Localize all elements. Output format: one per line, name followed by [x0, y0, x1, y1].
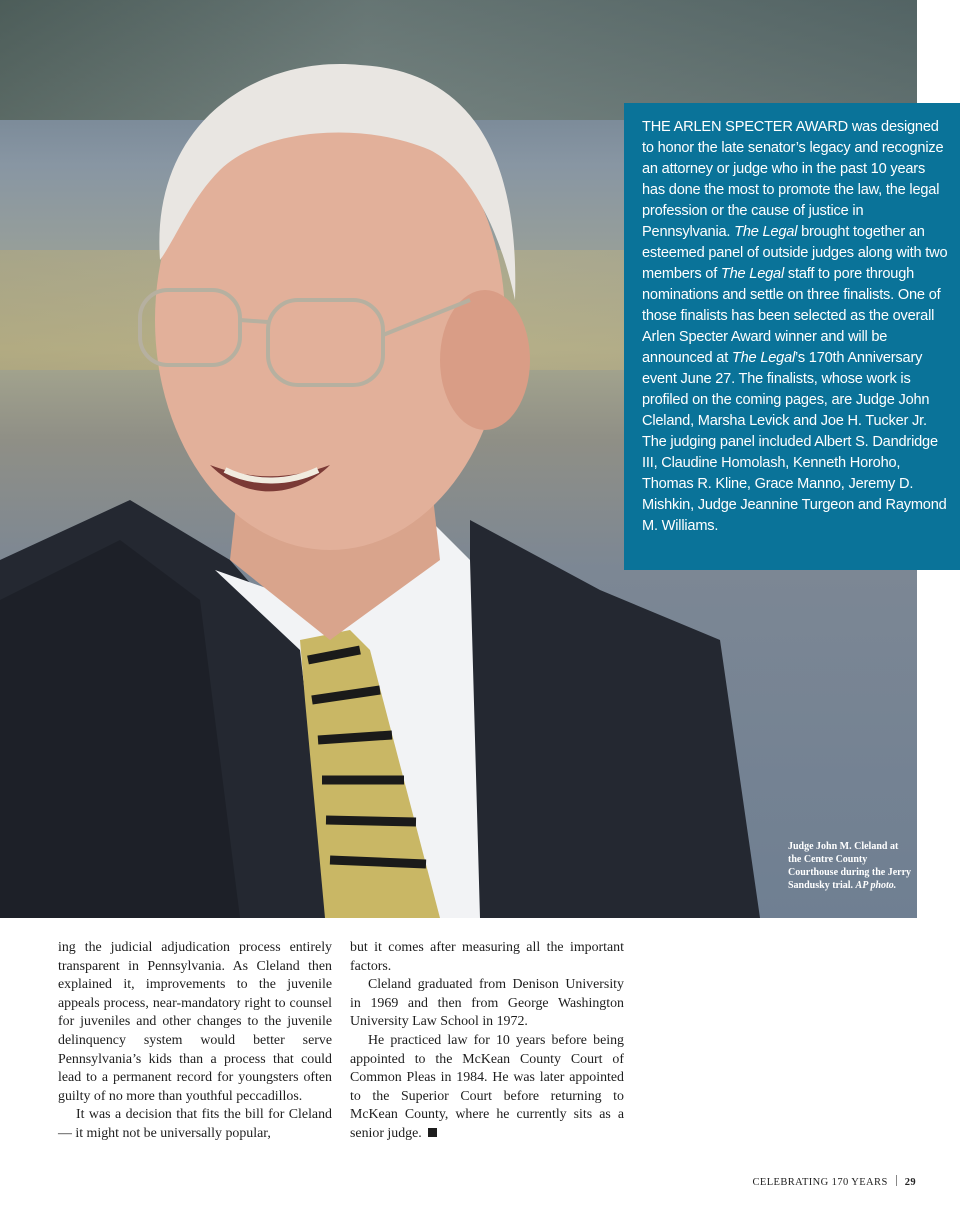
article-column-right	[350, 939, 624, 1144]
award-info-box	[624, 103, 960, 570]
award-text-segment: staff to pore through nominations and settle on three finalists. One of those finalists has been selected as the overall Arlen Specter Award winner and will be announced at	[642, 266, 941, 366]
award-description	[642, 117, 948, 537]
end-of-article-mark	[428, 1128, 437, 1137]
paragraph: ing the judicial adjudication process entirely transparent in Pennsylvania. As Cleland then explained it, improvements to the juvenile appeals process, near-mandatory right to counsel for juveniles and other changes to the juvenile delinquency system would better serve Pennsylvania’s kids than a process that could lead to a permanent record for youngsters often guilty of no more than youthful peccadillos.	[58, 940, 332, 1104]
page-number: 29	[904, 1177, 916, 1188]
paragraph	[350, 1032, 624, 1144]
award-text-segment: brought together an esteemed panel of outside judges along with two members of	[642, 224, 948, 282]
award-text-segment: THE ARLEN SPECTER AWARD was designed to honor the late senator’s legacy and recognize an attorney or judge who in the past 10 years has done the most to promote the law, the legal profession or the cause of justice in Pennsylvania.	[642, 119, 944, 240]
caption-text: Judge John M. Cleland at the Centre County Courthouse during the Jerry Sandusky trial.	[788, 841, 912, 891]
publication-name: The Legal	[720, 266, 785, 282]
paragraph: but it comes after measuring all the important factors.	[350, 940, 624, 974]
footer-divider	[896, 1175, 897, 1186]
paragraph: Cleland graduated from Denison University in 1969 and then from George Washington University Law School in 1972.	[350, 977, 624, 1030]
paragraph-text: He practiced law for 10 years before being appointed to the McKean County Court of Common Pleas in 1984. He was later appointed to the Superior Court before returning to McKean County, where he currently sits as a senior judge.	[350, 1032, 624, 1141]
publication-name: The Legal	[734, 224, 798, 240]
publication-name: The Legal	[731, 350, 796, 366]
award-text-segment: ’s 170th Anniversary event June 27. The finalists, whose work is profiled on the coming pages, are Judge John Cleland, Marsha Levick and Joe H. Tucker Jr. The judging panel included Albert S. Dandridge III, Claudine Homolash, Kenneth Horoho, Thomas R. Kline, Grace Manno, Jeremy D. Mishkin, Judge Jeannine Turgeon and Raymond M. Williams.	[642, 350, 947, 534]
footer-label: CELEBRATING 170 YEARS	[752, 1177, 888, 1188]
article-column-left	[58, 939, 332, 1144]
page-footer	[753, 1175, 917, 1188]
photo-credit: AP photo.	[855, 880, 897, 891]
paragraph: It was a decision that fits the bill for Cleland — it might not be universally popular,	[58, 1107, 332, 1141]
photo-caption	[788, 840, 913, 892]
